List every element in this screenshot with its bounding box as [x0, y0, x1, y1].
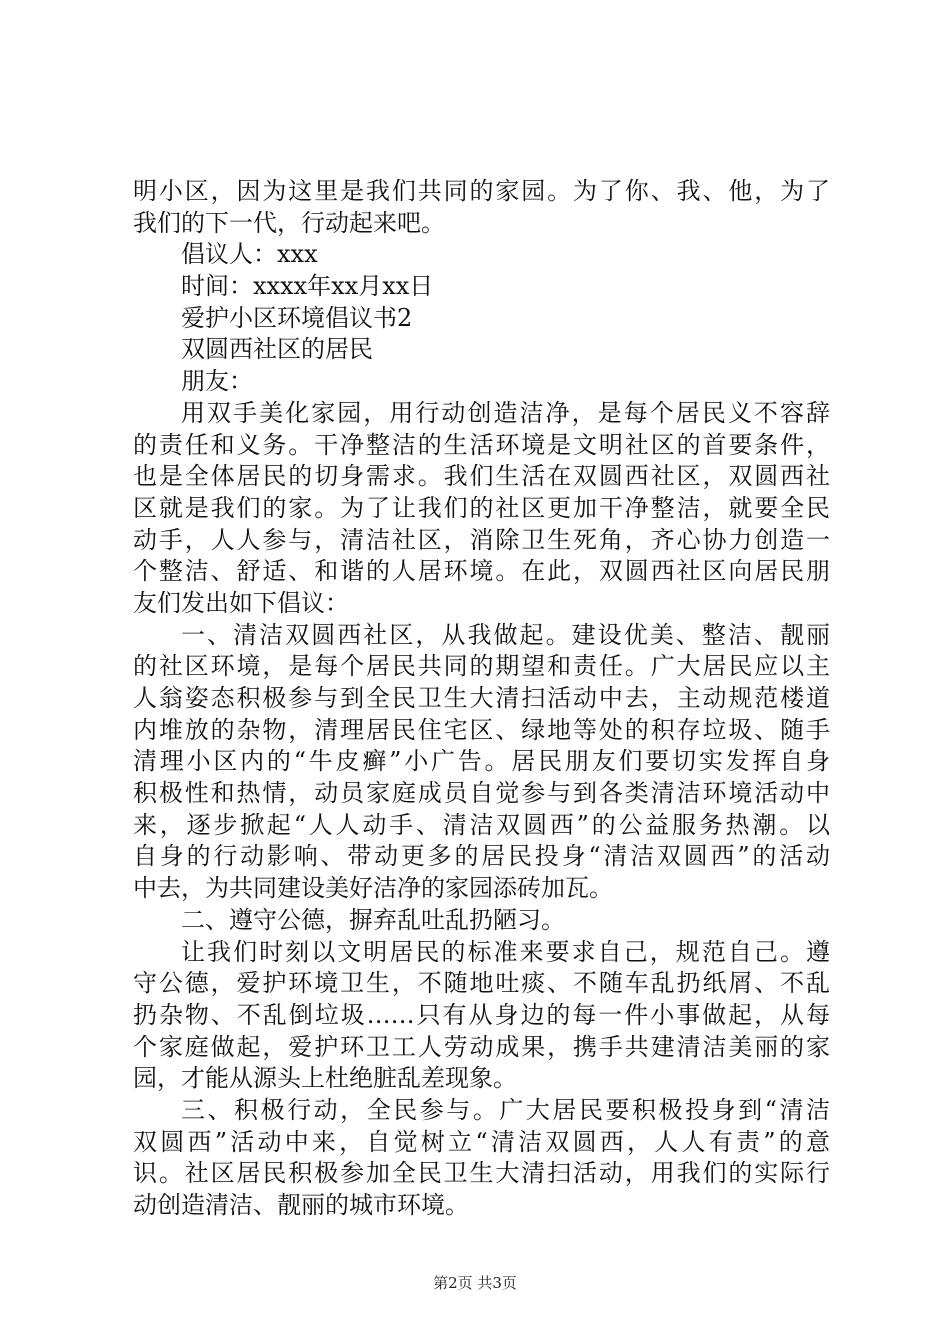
text-line: 明小区，因为这里是我们共同的家园。为了你、我、他，为了 [133, 177, 830, 205]
text-line: 朋友： [181, 367, 253, 396]
text-line: 也是全体居民的切身需求。我们生活在双圆西社区，双圆西社 [133, 462, 830, 491]
text-line: 清理小区内的“牛皮癣”小广告。居民朋友们要切实发挥自身 [133, 747, 830, 776]
text-line: 自身的行动影响、带动更多的居民投身“清洁双圆西”的活动 [133, 842, 830, 871]
text-line: 内堆放的杂物，清理居民住宅区、绿地等处的积存垃圾、随手 [133, 715, 830, 744]
text-line: 识。社区居民积极参加全民卫生大清扫活动，用我们的实际行 [133, 1159, 830, 1188]
text-line: 中去，为共同建设美好洁净的家园添砖加瓦。 [133, 874, 613, 903]
text-line: 友们发出如下倡议： [133, 588, 349, 617]
text-line: 动手，人人参与，清洁社区，消除卫生死角，齐心协力创造一 [133, 525, 830, 554]
text-line: 一、清洁双圆西社区，从我做起。建设优美、整洁、靓丽 [181, 620, 830, 649]
text-line: 时间：xxxx年xx月xx日 [181, 272, 434, 301]
text-line: 用双手美化家园，用行动创造洁净，是每个居民义不容辞 [181, 398, 830, 427]
text-line: 我们的下一代，行动起来吧。 [133, 208, 445, 237]
text-line: 守公德，爱护环境卫生，不随地吐痰、不随车乱扔纸屑、不乱 [133, 969, 830, 998]
text-line: 的社区环境，是每个居民共同的期望和责任。广大居民应以主 [133, 652, 830, 681]
text-line: 区就是我们的家。为了让我们的社区更加干净整洁，就要全民 [133, 493, 830, 522]
text-line: 倡议人：xxx [181, 240, 318, 269]
text-line: 爱护小区环境倡议书2 [181, 303, 413, 332]
text-line: 二、遵守公德，摒弃乱吐乱扔陋习。 [181, 905, 565, 934]
text-line: 的责任和义务。干净整洁的生活环境是文明社区的首要条件， [133, 430, 830, 459]
text-line: 双圆西”活动中来，自觉树立“清洁双圆西，人人有责”的意 [133, 1127, 830, 1156]
document-body [133, 176, 830, 1222]
text-line: 园，才能从源头上杜绝脏乱差现象。 [133, 1064, 517, 1093]
text-line: 动创造清洁、靓丽的城市环境。 [133, 1191, 469, 1219]
text-line: 人翁姿态积极参与到全民卫生大清扫活动中去，主动规范楼道 [133, 684, 830, 712]
text-line: 让我们时刻以文明居民的标准来要求自己，规范自己。遵 [181, 937, 830, 966]
text-line: 个家庭做起，爱护环卫工人劳动成果，携手共建清洁美丽的家 [133, 1032, 830, 1061]
text-line: 来，逐步掀起“人人动手、清洁双圆西”的公益服务热潮。以 [133, 810, 830, 839]
text-line: 扔杂物、不乱倒垃圾……只有从身边的每一件小事做起，从每 [133, 1000, 830, 1029]
text-line: 个整洁、舒适、和谐的人居环境。在此，双圆西社区向居民朋 [133, 557, 830, 586]
page-footer: 第2页 共3页 [433, 1274, 517, 1292]
text-line: 积极性和热情，动员家庭成员自觉参与到各类清洁环境活动中 [133, 779, 830, 808]
text-line: 三、积极行动，全民参与。广大居民要积极投身到“清洁 [181, 1095, 830, 1124]
text-line: 双圆西社区的居民 [181, 335, 373, 364]
